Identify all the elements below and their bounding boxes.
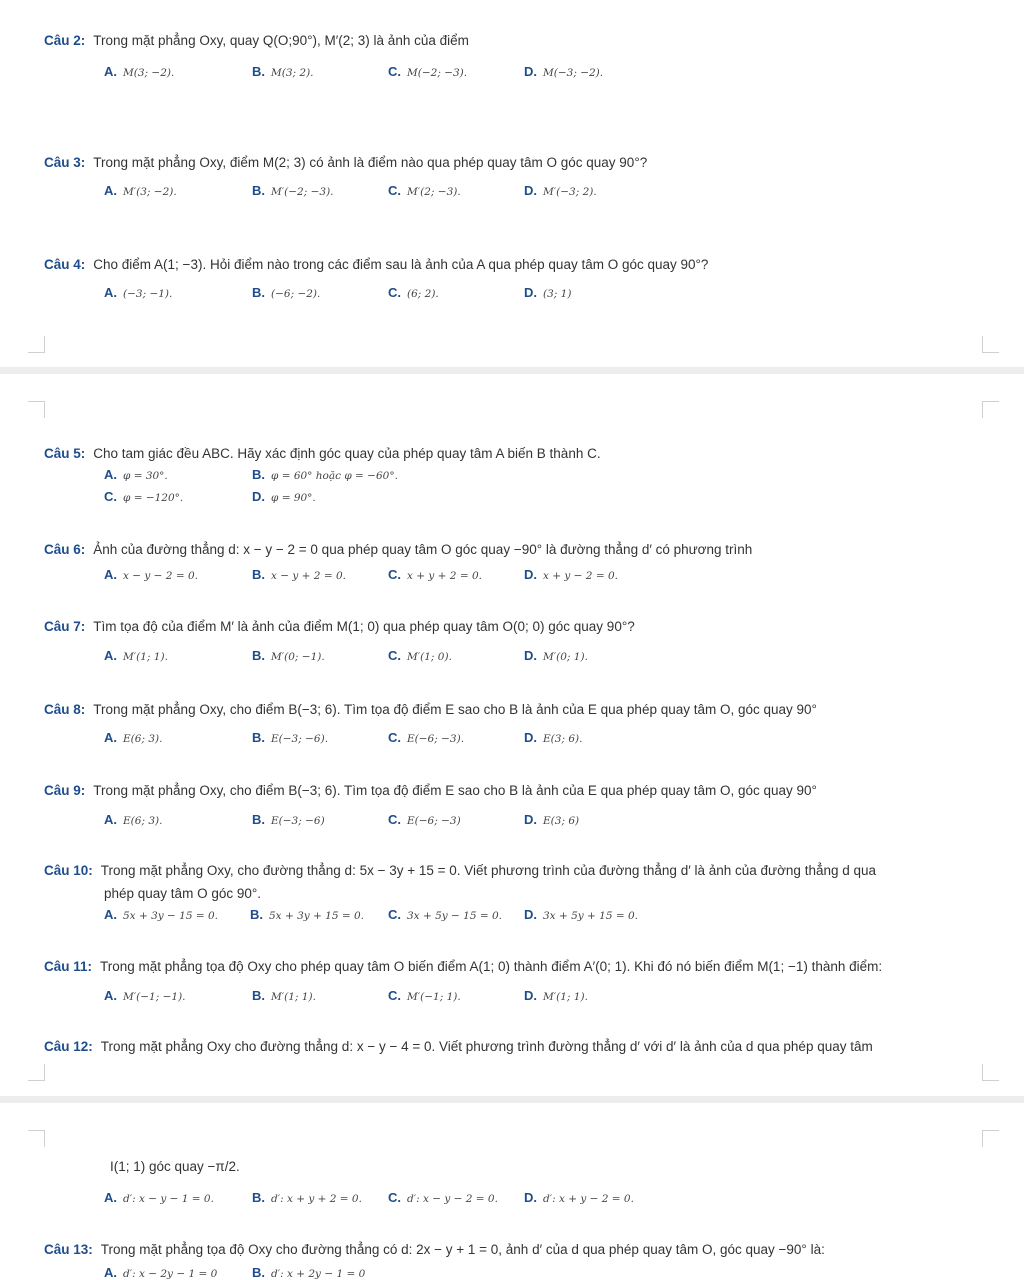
option-letter[interactable]: B. — [252, 567, 265, 582]
option-letter[interactable]: A. — [104, 812, 117, 827]
option-value[interactable]: φ = 90°. — [271, 492, 316, 504]
option-letter[interactable]: A. — [104, 64, 117, 79]
option-letter[interactable]: C. — [388, 988, 401, 1003]
option-letter[interactable]: D. — [524, 64, 537, 79]
page-corner-mark — [28, 401, 45, 418]
page-corner-mark — [982, 1064, 999, 1081]
option-letter[interactable]: B. — [252, 812, 265, 827]
question-text: Trong mặt phẳng tọa độ Oxy cho phép quay tâm O biến điểm A(1; 0) thành điểm A′(0; 1). Khi đó nó biến điểm M(1; −1) thành điểm: — [100, 959, 883, 974]
option-letter[interactable]: C. — [388, 730, 401, 745]
option-letter[interactable]: D. — [524, 812, 537, 827]
option-value[interactable]: (6; 2). — [407, 288, 439, 300]
option-letter[interactable]: D. — [524, 730, 537, 745]
option-value[interactable]: d′: x − y − 1 = 0. — [123, 1193, 214, 1205]
question-number: Câu 9: — [44, 783, 86, 798]
page-corner-mark — [982, 401, 999, 418]
option-value[interactable]: d′: x + 2y − 1 = 0 — [271, 1268, 366, 1280]
option-letter[interactable]: B. — [252, 183, 265, 198]
option-value[interactable]: M′(−3; 2). — [543, 186, 597, 198]
question-number: Câu 5: — [44, 446, 86, 461]
option-value[interactable]: x + y + 2 = 0. — [407, 570, 482, 582]
option-value[interactable]: E(3; 6) — [543, 815, 580, 827]
option-value[interactable]: M(−3; −2). — [543, 67, 604, 79]
option-value[interactable]: M′(1; 1). — [123, 651, 168, 663]
question-text: Trong mặt phẳng tọa độ Oxy cho đường thẳng có d: 2x − y + 1 = 0, ảnh d′ của d qua phép quay tâm O, góc quay −90° là: — [100, 1242, 825, 1257]
option-value[interactable]: E(−6; −3). — [407, 733, 465, 745]
question-number: Câu 10: — [44, 863, 93, 878]
option-letter[interactable]: A. — [104, 907, 117, 922]
option-value[interactable]: x + y − 2 = 0. — [543, 570, 618, 582]
option-value[interactable]: M′(3; −2). — [123, 186, 177, 198]
option-letter[interactable]: B. — [252, 988, 265, 1003]
question-number: Câu 8: — [44, 702, 86, 717]
option-value[interactable]: M′(−1; 1). — [407, 991, 461, 1003]
option-value[interactable]: d′: x + y + 2 = 0. — [271, 1193, 362, 1205]
question-number: Câu 7: — [44, 619, 86, 634]
question-text: Trong mặt phẳng Oxy, cho điểm B(−3; 6). Tìm tọa độ điểm E sao cho B là ảnh của E qua phép quay tâm O, góc quay 90° — [93, 783, 817, 798]
option-letter[interactable]: D. — [524, 567, 537, 582]
option-letter[interactable]: B. — [252, 285, 265, 300]
option-value[interactable]: d′: x + y − 2 = 0. — [543, 1193, 634, 1205]
option-letter[interactable]: B. — [252, 1265, 265, 1280]
option-letter[interactable]: B. — [252, 648, 265, 663]
question-text: Tìm tọa độ của điểm M′ là ảnh của điểm M(1; 0) qua phép quay tâm O(0; 0) góc quay 90°? — [93, 619, 635, 634]
option-value[interactable]: E(6; 3). — [123, 815, 163, 827]
option-letter[interactable]: B. — [252, 1190, 265, 1205]
option-letter[interactable]: A. — [104, 730, 117, 745]
question-text: Cho điểm A(1; −3). Hỏi điểm nào trong các điểm sau là ảnh của A qua phép quay tâm O góc quay 90°? — [93, 257, 709, 272]
question-number: Câu 13: — [44, 1242, 93, 1257]
option-value[interactable]: M′(−2; −3). — [271, 186, 334, 198]
question-number: Câu 12: — [44, 1039, 93, 1054]
option-letter[interactable]: A. — [104, 1190, 117, 1205]
option-value[interactable]: 3x + 5y − 15 = 0. — [407, 910, 503, 922]
option-value[interactable]: (−3; −1). — [123, 288, 173, 300]
option-value[interactable]: x − y + 2 = 0. — [271, 570, 346, 582]
option-letter[interactable]: D. — [524, 1190, 537, 1205]
page-corner-mark — [28, 1064, 45, 1081]
option-value[interactable]: M(−2; −3). — [407, 67, 468, 79]
question-text: Trong mặt phẳng Oxy, điểm M(2; 3) có ảnh là điểm nào qua phép quay tâm O góc quay 90°? — [93, 155, 648, 170]
question-number: Câu 2: — [44, 33, 86, 48]
option-letter[interactable]: A. — [104, 1265, 117, 1280]
page-corner-mark — [28, 1130, 45, 1147]
option-letter[interactable]: D. — [524, 183, 537, 198]
option-letter[interactable]: A. — [104, 988, 117, 1003]
option-value[interactable]: M′(1; 1). — [543, 991, 588, 1003]
option-value[interactable]: E(3; 6). — [543, 733, 583, 745]
option-value[interactable]: M(3; 2). — [271, 67, 314, 79]
page-corner-mark — [982, 336, 999, 353]
option-letter[interactable]: B. — [252, 730, 265, 745]
option-value[interactable]: M′(1; 1). — [271, 991, 316, 1003]
question-text-continued: I(1; 1) góc quay −π/2. — [110, 1159, 240, 1174]
question-number: Câu 3: — [44, 155, 86, 170]
option-value[interactable]: (−6; −2). — [271, 288, 321, 300]
option-value[interactable]: M′(−1; −1). — [123, 991, 186, 1003]
page-corner-mark — [28, 336, 45, 353]
option-value[interactable]: M′(1; 0). — [407, 651, 452, 663]
option-letter[interactable]: C. — [388, 1190, 401, 1205]
option-value[interactable]: E(−3; −6) — [271, 815, 325, 827]
option-letter[interactable]: A. — [104, 567, 117, 582]
option-letter[interactable]: A. — [104, 285, 117, 300]
option-value[interactable]: x − y − 2 = 0. — [123, 570, 198, 582]
page-corner-mark — [982, 1130, 999, 1147]
option-letter[interactable]: D. — [252, 489, 265, 504]
option-letter[interactable]: B. — [250, 907, 263, 922]
option-letter[interactable]: C. — [388, 648, 401, 663]
question-text: Cho tam giác đều ABC. Hãy xác định góc quay của phép quay tâm A biến B thành C. — [93, 446, 601, 461]
option-value[interactable]: E(6; 3). — [123, 733, 163, 745]
question-text: Trong mặt phẳng Oxy, cho đường thẳng d: 5x − 3y + 15 = 0. Viết phương trình của đường thẳng d′ là ảnh của đường thẳng d qua — [100, 863, 877, 878]
question-text-continued: phép quay tâm O góc 90°. — [104, 886, 261, 901]
option-value[interactable]: M′(0; 1). — [543, 651, 588, 663]
option-letter[interactable]: C. — [388, 907, 401, 922]
question-number: Câu 6: — [44, 542, 86, 557]
option-value[interactable]: M′(2; −3). — [407, 186, 461, 198]
option-letter[interactable]: C. — [388, 812, 401, 827]
option-letter[interactable]: B. — [252, 64, 265, 79]
option-letter[interactable]: C. — [388, 567, 401, 582]
option-letter[interactable]: A. — [104, 648, 117, 663]
option-letter[interactable]: C. — [388, 64, 401, 79]
option-value[interactable]: 3x + 5y + 15 = 0. — [543, 910, 639, 922]
option-letter[interactable]: A. — [104, 467, 117, 482]
option-value[interactable]: E(−3; −6). — [271, 733, 329, 745]
option-value[interactable]: φ = 30°. — [123, 470, 168, 482]
option-value[interactable]: 5x + 3y + 15 = 0. — [269, 910, 365, 922]
option-value[interactable]: E(−6; −3) — [407, 815, 461, 827]
option-letter[interactable]: D. — [524, 648, 537, 663]
option-letter[interactable]: A. — [104, 183, 117, 198]
question-text: Trong mặt phẳng Oxy, cho điểm B(−3; 6). Tìm tọa độ điểm E sao cho B là ảnh của E qua phép quay tâm O, góc quay 90° — [93, 702, 817, 717]
option-letter[interactable]: D. — [524, 988, 537, 1003]
option-value[interactable]: d′: x − 2y − 1 = 0 — [123, 1268, 218, 1280]
option-value[interactable]: φ = −120°. — [123, 492, 184, 504]
option-value[interactable]: M′(0; −1). — [271, 651, 325, 663]
question-text: Trong mặt phẳng Oxy, quay Q(O;90°), M′(2; 3) là ảnh của điểm — [93, 33, 469, 48]
option-letter[interactable]: C. — [104, 489, 117, 504]
option-letter[interactable]: C. — [388, 285, 401, 300]
option-value[interactable]: d′: x − y − 2 = 0. — [407, 1193, 498, 1205]
option-letter[interactable]: D. — [524, 907, 537, 922]
option-value[interactable]: 5x + 3y − 15 = 0. — [123, 910, 219, 922]
question-text: Ảnh của đường thẳng d: x − y − 2 = 0 qua phép quay tâm O góc quay −90° là đường thẳng d′ có phương trình — [93, 542, 753, 557]
option-letter[interactable]: B. — [252, 467, 265, 482]
question-number: Câu 4: — [44, 257, 86, 272]
option-value[interactable]: M(3; −2). — [123, 67, 175, 79]
option-value[interactable]: φ = 60° hoặc φ = −60°. — [271, 470, 398, 482]
question-number: Câu 11: — [44, 959, 93, 974]
option-value[interactable]: (3; 1) — [543, 288, 572, 300]
page-break-2 — [0, 1096, 1024, 1103]
option-letter[interactable]: C. — [388, 183, 401, 198]
question-text: Trong mặt phẳng Oxy cho đường thẳng d: x − y − 4 = 0. Viết phương trình đường thẳng d′ với d′ là ảnh của d qua phép quay tâm — [100, 1039, 873, 1054]
page-break-1 — [0, 367, 1024, 374]
option-letter[interactable]: D. — [524, 285, 537, 300]
